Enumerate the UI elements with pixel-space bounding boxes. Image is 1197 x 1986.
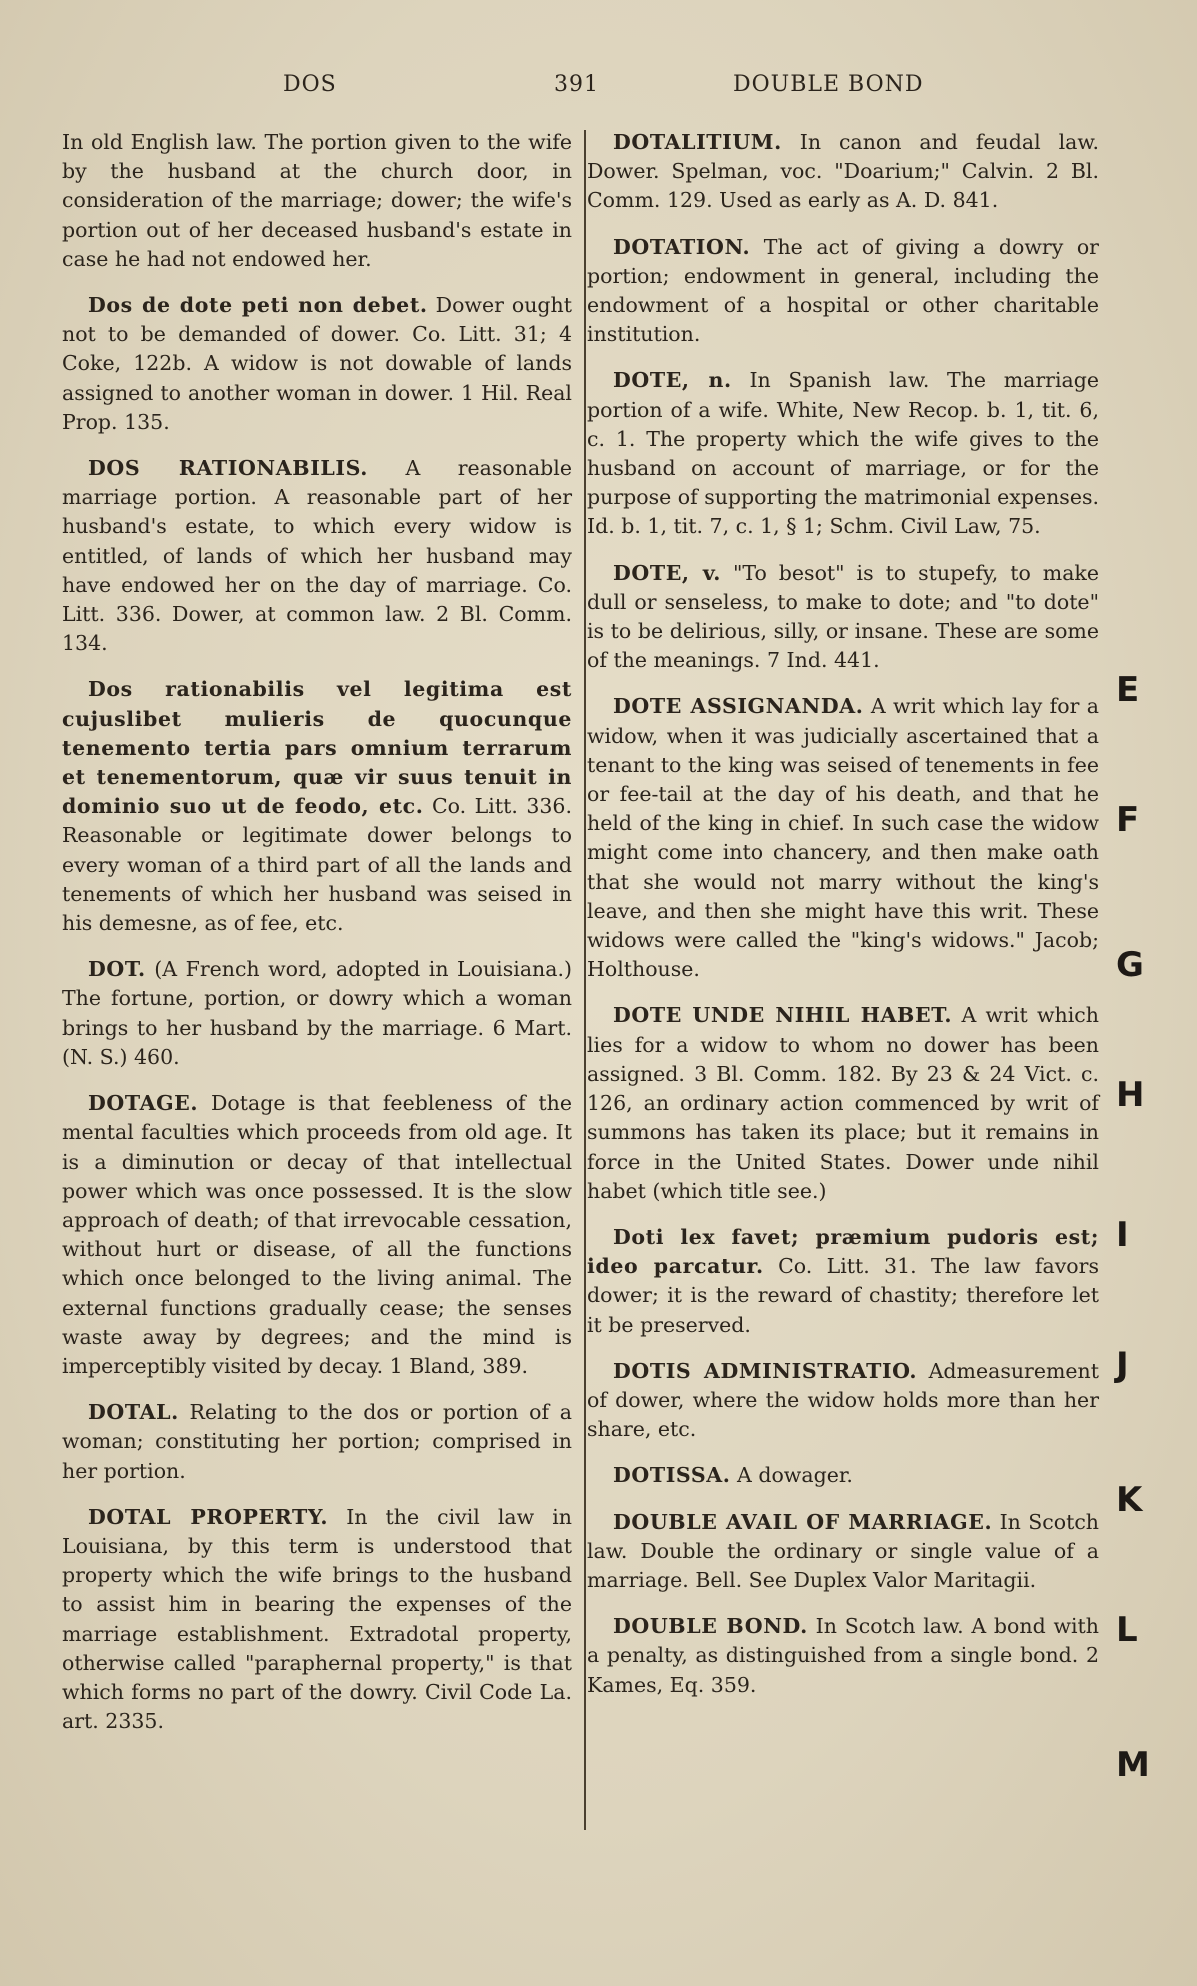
entry: DOTAL PROPERTY. In the civil law in Louisiana, by this term is understood that property which the wife brings to the husband to assist him in bearing the expenses of the marriage establishment. Extradotal property, otherwise called "paraphernal property," is that which forms no part of the dowry. Civil Code La. art. 2335. [62, 1504, 572, 1734]
entry-term: Dos rationabilis vel legitima est cujuslibet mulieris de quocunque tenemento tertia pars omnium terrarum et tenementorum, quæ vir suus tenuit in dominio suo ut de feodo, etc. [62, 677, 572, 819]
thumb-index-l[interactable]: L [1116, 1610, 1138, 1650]
entry: Dos de dote peti non debet. Dower ought not to be demanded of dower. Co. Litt. 31; 4 Coke, 122b. A widow is not dowable of lands assigned to another woman in dower. 1 Hil. Real Prop. 135. [62, 293, 572, 434]
entry: Doti lex favet; præmium pudoris est; ideo parcatur. Co. Litt. 31. The law favors dower; it is the reward of chastity; therefore let it be preserved. [587, 1224, 1099, 1337]
entry: DOTE, v. "To besot" is to stupefy, to make dull or senseless, to make to dote; and "to dote" is to be delirious, silly, or insane. These are some of the meanings. 7 Ind. 441. [587, 560, 1099, 673]
entry-term: DOTE, v. [613, 560, 722, 585]
entry: DOTE UNDE NIHIL HABET. A writ which lies for a widow to whom no dower has been assigned. 3 Bl. Comm. 182. By 23 & 24 Vict. c. 126, an ordinary action commenced by writ of summons has taken its place; but it remains in force in the United States. Dower unde nihil habet (which title see.) [587, 1003, 1099, 1203]
entry: DOT. (A French word, adopted in Louisiana.) The fortune, portion, or dowry which a woman brings to her husband by the marriage. 6 Mart. (N. S.) 460. [62, 957, 572, 1069]
entry-term: DOTALITIUM. [613, 130, 782, 154]
entry: DOTALITIUM. In canon and feudal law. Dower. Spelman, voc. "Doarium;" Calvin. 2 Bl. Comm. 129. Used as early as A. D. 841. [587, 130, 1099, 213]
entry-term: DOTE, n. [613, 368, 732, 393]
entry: DOUBLE AVAIL OF MARRIAGE. In Scotch law. Double the ordinary or single value of a marriage. Bell. See Duplex Valor Maritagii. [587, 1509, 1099, 1592]
thumb-index-j[interactable]: J [1116, 1345, 1129, 1385]
header-left-guideword: DOS [283, 72, 337, 97]
entry-term: DOT. [88, 957, 146, 982]
thumb-index-e[interactable]: E [1116, 670, 1140, 710]
entry-term: DOTE UNDE NIHIL HABET. [613, 1003, 953, 1028]
thumb-index-i[interactable]: I [1116, 1215, 1129, 1255]
entry: DOTE, n. In Spanish law. The marriage portion of a wife. White, New Recop. b. 1, tit. 6, c. 1. The property which the wife gives to the husband on account of marriage, or for the purpose of supporting the matrimonial expenses. Id. b. 1, tit. 7, c. 1, § 1; Schm. Civil Law, 75. [587, 368, 1099, 539]
entry-term: DOTE ASSIGNANDA. [613, 694, 864, 719]
entry-term: DOTAL. [88, 1400, 179, 1425]
left-column [62, 128, 572, 1753]
entry: DOTATION. The act of giving a dowry or portion; endowment in general, including the endowment of a hospital or other charitable institution. [587, 234, 1099, 347]
entry-term: DOTAL PROPERTY. [88, 1504, 329, 1529]
page-number: 391 [554, 72, 599, 97]
entry: Dos rationabilis vel legitima est cujuslibet mulieris de quocunque tenemento tertia pars omnium terrarum et tenementorum, quæ vir suus tenuit in dominio suo ut de feodo, etc. Co. Litt. 336. Reasonable or legitimate dower belongs to every woman of a third part of all the lands and tenements of which her husband was seised in his demesne, as of fee, etc. [62, 677, 572, 936]
entry-term: DOTISSA. [613, 1463, 731, 1488]
entry-term: DOTAGE. [88, 1091, 199, 1116]
entry: DOS RATIONABILIS. A reasonable marriage portion. A reasonable part of her husband's estate, to which every widow is entitled, of lands of which her husband may have endowed her on the day of marriage. Co. Litt. 336. Dower, at common law. 2 Bl. Comm. 134. [62, 456, 572, 656]
entry-term: Dos de dote peti non debet. [88, 293, 428, 318]
running-header [0, 72, 1197, 108]
entry: DOTISSA. A dowager. [613, 1463, 853, 1488]
entry-term: DOTATION. [613, 234, 751, 259]
right-column [587, 128, 1099, 1717]
entry-term: DOUBLE AVAIL OF MARRIAGE. [613, 1509, 993, 1534]
thumb-index-f[interactable]: F [1116, 800, 1140, 840]
thumb-index-m[interactable]: M [1116, 1745, 1150, 1785]
entry-term: Doti lex favet; præmium pudoris est; ideo parcatur. [587, 1224, 1099, 1279]
entry: DOUBLE BOND. In Scotch law. A bond with a penalty, as distinguished from a single bond. 2 Kames, Eq. 359. [587, 1614, 1099, 1697]
entry: DOTAL. Relating to the dos or portion of a woman; constituting her portion; comprised in her portion. [62, 1400, 572, 1483]
entry: DOTE ASSIGNANDA. A writ which lay for a widow, when it was judicially ascertained that a tenant to the king was seised of tenements in fee or fee-tail at the day of his death, and that he held of the king in chief. In such case the widow might come into chancery, and then make oath that she would not marry without the king's leave, and then she might have this writ. These widows were called the "king's widows." Jacob; Holthouse. [587, 694, 1099, 982]
column-divider [584, 130, 586, 1830]
entry: DOTAGE. Dotage is that feebleness of the mental faculties which proceeds from old age. It is a diminution or decay of that intellectual power which was once possessed. It is the slow approach of death; of that irrevocable cessation, without hurt or disease, of all the functions which once belonged to the living animal. The external functions gradually cease; the senses waste away by degrees; and the mind is imperceptibly visited by decay. 1 Bland, 389. [62, 1091, 572, 1378]
thumb-index-g[interactable]: G [1116, 945, 1144, 985]
thumb-index-k[interactable]: K [1116, 1480, 1143, 1520]
entry: In old English law. The portion given to the wife by the husband at the church door, in consideration of the marriage; dower; the wife's portion out of her deceased husband's estate in case he had not endowed her. [62, 130, 572, 271]
entry-term: DOUBLE BOND. [613, 1614, 808, 1639]
entry-term: DOTIS ADMINISTRATIO. [613, 1358, 918, 1383]
entry-term: DOS RATIONABILIS. [88, 456, 369, 481]
thumb-index-h[interactable]: H [1116, 1075, 1145, 1115]
header-right-guideword: DOUBLE BOND [733, 72, 924, 97]
entry: DOTIS ADMINISTRATIO. Admeasurement of dower, where the widow holds more than her share, etc. [587, 1358, 1099, 1442]
